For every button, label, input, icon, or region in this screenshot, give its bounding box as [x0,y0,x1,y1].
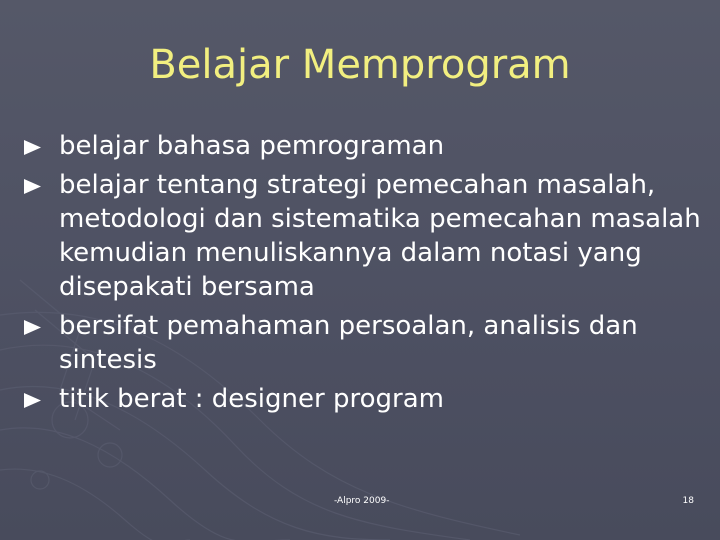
page-number: 18 [682,496,694,506]
bullet-item [22,309,702,377]
bullet-list [22,129,702,421]
bullet-item [22,382,702,416]
slide-footer: -Alpro 2009- [334,496,390,506]
bullet-text: bersifat pemahaman persoalan, analisis dan sintesis [59,311,638,375]
bullet-text: belajar tentang strategi pemecahan masalah, metodologi dan sistematika pemecahan masalah kemudian menuliskannya dalam notasi yang disepakati bersama [59,170,701,302]
bullet-item [22,129,702,163]
bullet-text: belajar bahasa pemrograman [59,131,445,161]
bullet-text: titik berat : designer program [59,384,444,414]
bullet-item [22,168,702,304]
slide-title: Belajar Memprogram [149,42,571,88]
